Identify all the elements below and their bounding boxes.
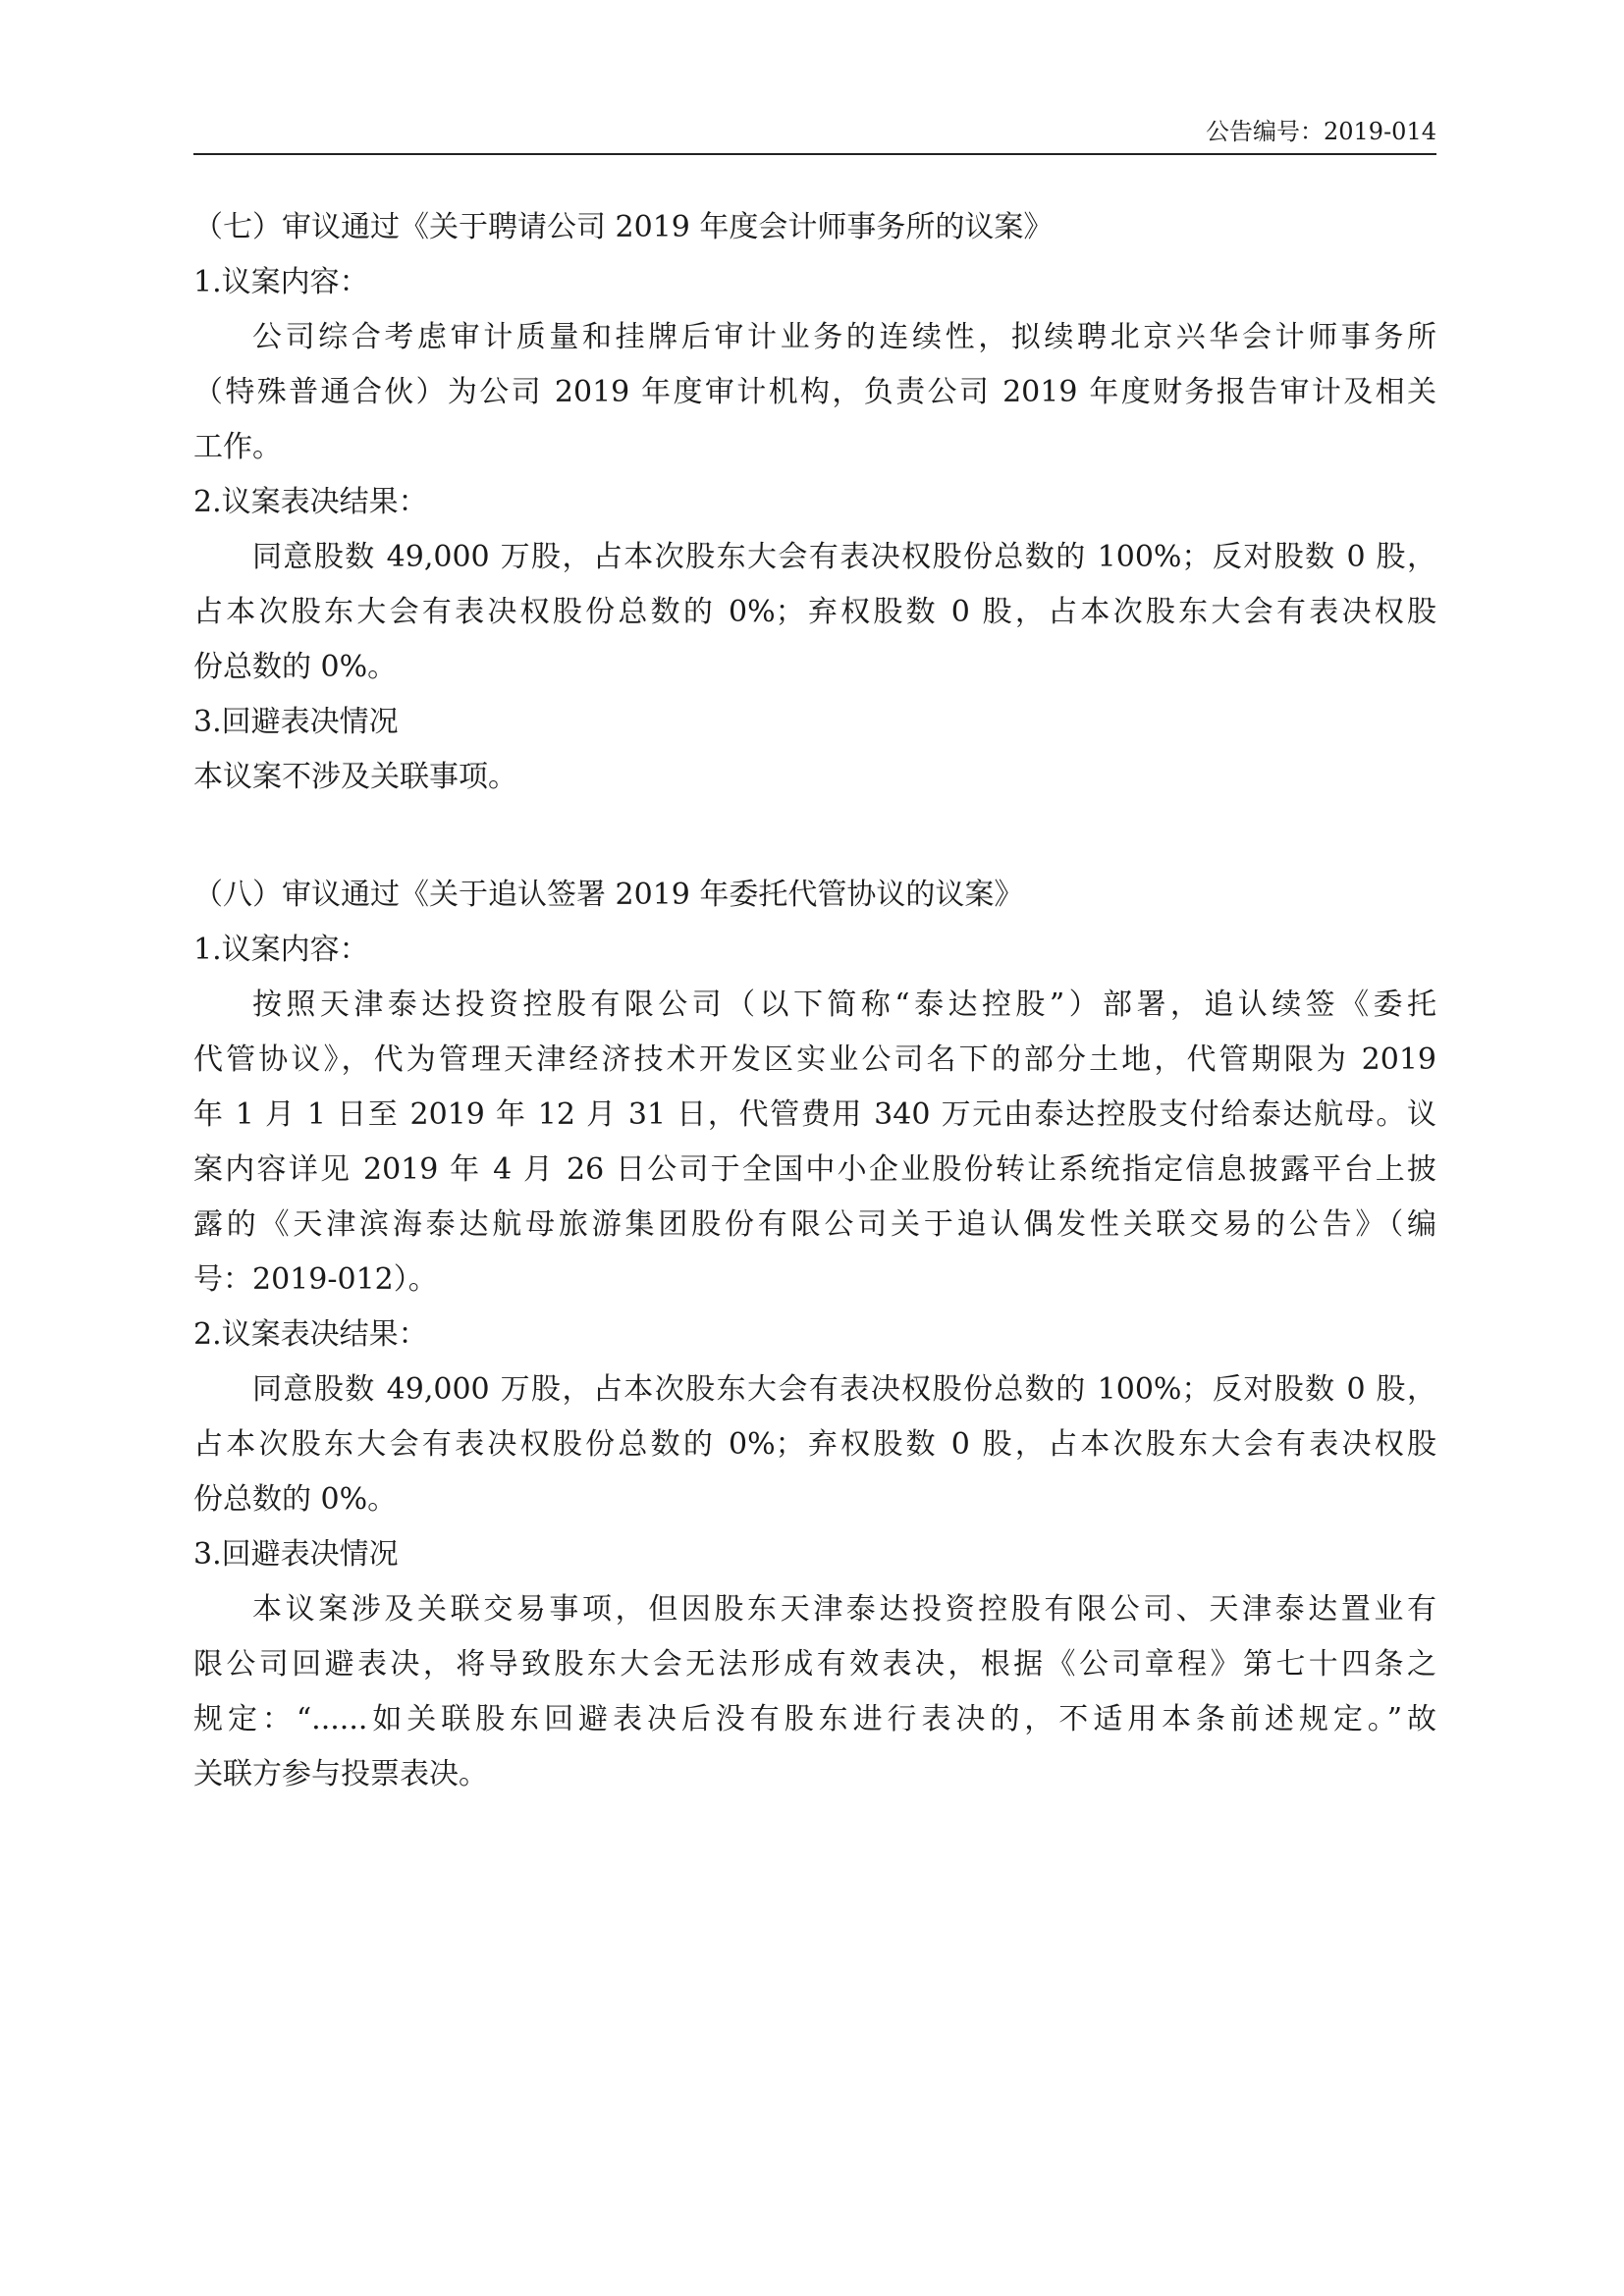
section-gap [193,805,1436,868]
section-8-item-1-line: 按照天津泰达投资控股有限公司（以下简称“泰达控股”）部署，追认续签《委托 [252,988,1436,1022]
section-7-item-2-heading: 2.议案表决结果： [193,485,428,519]
section-8-item-3-heading: 3.回避表决情况 [193,1537,399,1572]
announcement-number: 公告编号：2019-014 [1206,118,1436,145]
page-header [193,116,1436,155]
section-8-item-1-heading: 1.议案内容： [193,933,369,967]
section-8-item-2-line: 同意股数 49,000 万股，占本次股东大会有表决权股份总数的 100%；反对股数 0 股， [252,1372,1436,1407]
section-8-item-2-heading: 2.议案表决结果： [193,1317,428,1352]
section-8-item-1-line: 号：2019-012）。 [193,1262,438,1297]
section-7-item-2-line: 份总数的 0%。 [193,650,398,684]
section-7-item-1-line: （特殊普通合伙）为公司 2019 年度审计机构，负责公司 2019 年度财务报告审计及相关 [193,375,1436,409]
section-8-item-3-line: 规定：“......如关联股东回避表决后没有股东进行表决的，不适用本条前述规定。”故 [193,1702,1436,1736]
section-7-item-1-line: 工作。 [193,430,282,464]
section-8-item-3-line: 限公司回避表决，将导致股东大会无法形成有效表决，根据《公司章程》第七十四条之 [193,1647,1436,1682]
section-8-item-1-line: 案内容详见 2019 年 4 月 26 日公司于全国中小企业股份转让系统指定信息披露平台上披 [193,1152,1436,1187]
section-7-item-2-line: 占本次股东大会有表决权股份总数的 0%；弃权股数 0 股，占本次股东大会有表决权股 [193,595,1436,629]
section-7-item-1-heading: 1.议案内容： [193,265,369,299]
section-8-item-1-line: 代管协议》，代为管理天津经济技术开发区实业公司名下的部分土地，代管期限为 2019 [193,1042,1436,1077]
section-8-item-2-line: 占本次股东大会有表决权股份总数的 0%；弃权股数 0 股，占本次股东大会有表决权股 [193,1427,1436,1462]
section-8-item-3-line: 本议案涉及关联交易事项，但因股东天津泰达投资控股有限公司、天津泰达置业有 [252,1592,1436,1627]
section-7-item-3-line: 本议案不涉及关联事项。 [193,760,517,794]
section-8-item-3-line: 关联方参与投票表决。 [193,1757,488,1791]
section-7-title: （七）审议通过《关于聘请公司 2019 年度会计师事务所的议案》 [193,210,1054,244]
section-7-item-3-heading: 3.回避表决情况 [193,705,399,739]
document-body [193,200,1436,1802]
section-8-item-1-line: 年 1 月 1 日至 2019 年 12 月 31 日，代管费用 340 万元由泰达控股支付给泰达航母。议 [193,1097,1436,1132]
section-8-item-1-line: 露的《天津滨海泰达航母旅游集团股份有限公司关于追认偶发性关联交易的公告》（编 [193,1207,1436,1242]
section-8-item-2-line: 份总数的 0%。 [193,1482,398,1517]
section-8-title: （八）审议通过《关于追认签署 2019 年委托代管协议的议案》 [193,878,1024,912]
section-7-item-1-line: 公司综合考虑审计质量和挂牌后审计业务的连续性，拟续聘北京兴华会计师事务所 [252,320,1436,354]
section-7-item-2-line: 同意股数 49,000 万股，占本次股东大会有表决权股份总数的 100%；反对股数 0 股， [252,540,1436,574]
